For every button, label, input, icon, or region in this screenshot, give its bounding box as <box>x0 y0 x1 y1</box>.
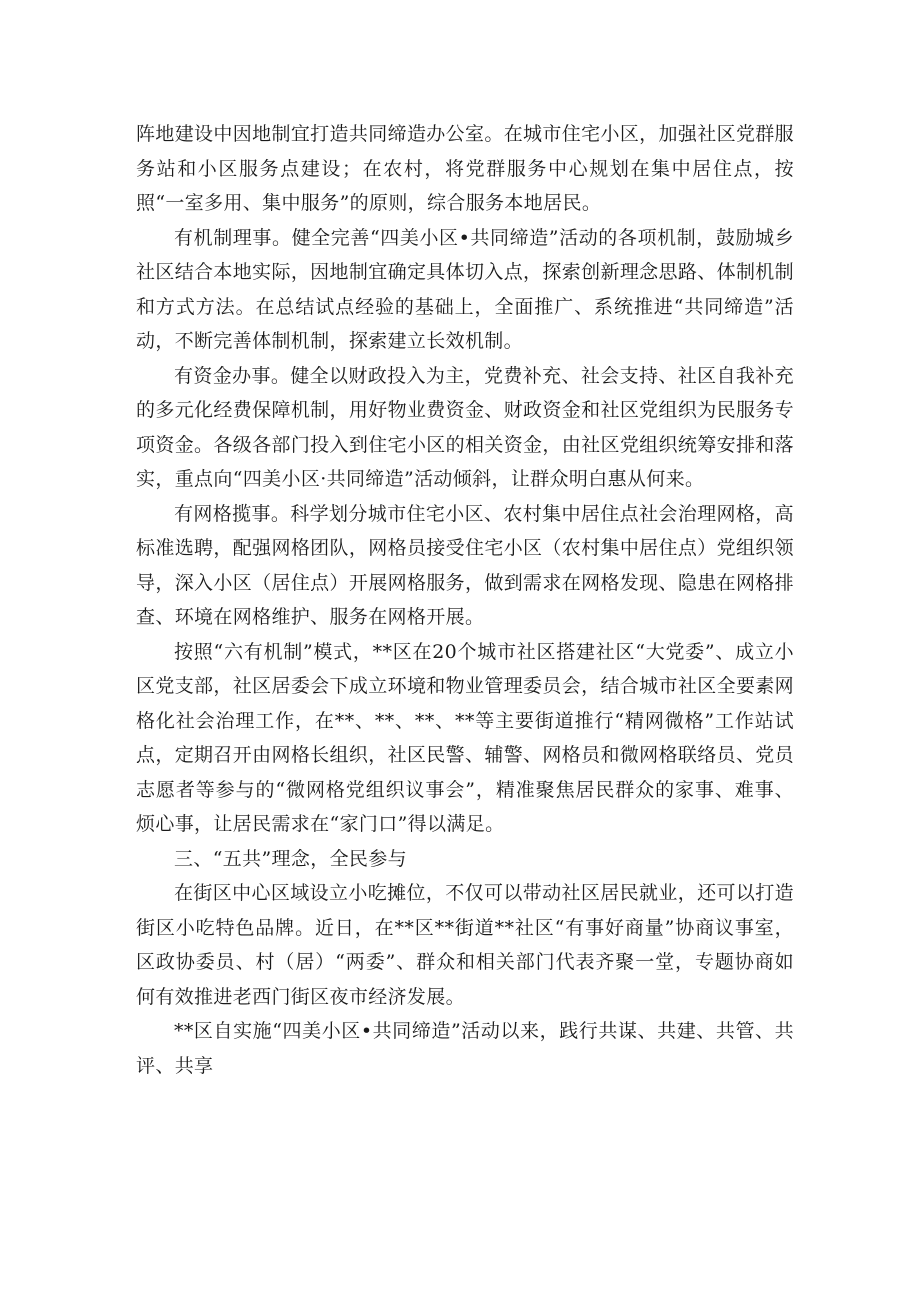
paragraph-mechanism: 有机制理事。健全完善“四美小区•共同缔造”活动的各项机制，鼓励城乡社区结合本地实际，因地制宜确定具体切入点，探索创新理念思路、体制机制和方式方法。在总结试点经验的基础上，全面推广、系统推进“共同缔造”活动，不断完善体制机制，探索建立长效机制。 <box>136 226 794 352</box>
paragraph-continued: 阵地建设中因地制宜打造共同缔造办公室。在城市住宅小区，加强社区党群服务站和小区服务点建设；在农村，将党群服务中心规划在集中居住点，按照“一室多用、集中服务”的原则，综合服务本地居民。 <box>136 123 794 214</box>
paragraph-five-commons: **区自实施“四美小区•共同缔造”活动以来，践行共谋、共建、共管、共评、共享 <box>136 1020 794 1077</box>
section-heading: 三、“五共”理念，全民参与 <box>174 847 407 870</box>
paragraph-six-mechanisms: 按照“六有机制”模式，**区在20个城市社区搭建社区“大党委”、成立小区党支部，社区居委会下成立环境和物业管理委员会，结合城市社区全要素网格化社会治理工作，在**、**、**、**等主要街道推行“精网微格”工作站试点，定期召开由网格长组织，社区民警、辅警、网格员和微网格联络员、党员志愿者等参与的“微网格党组织议事会”，精准聚焦居民群众的家事、难事、烦心事，让居民需求在“家门口”得以满足。 <box>136 640 794 835</box>
paragraph-funding: 有资金办事。健全以财政投入为主，党费补充、社会支持、社区自我补充的多元化经费保障机制，用好物业费资金、财政资金和社区党组织为民服务专项资金。各级各部门投入到住宅小区的相关资金，由社区党组织统筹安排和落实，重点向“四美小区·共同缔造”活动倾斜，让群众明白惠从何来。 <box>136 364 794 490</box>
paragraph-grid: 有网格揽事。科学划分城市住宅小区、农村集中居住点社会治理网格，高标准选聘，配强网格团队，网格员接受住宅小区（农村集中居住点）党组织领导，深入小区（居住点）开展网格服务，做到需求在网格发现、隐患在网格排查、环境在网格维护、服务在网格开展。 <box>136 502 794 628</box>
paragraph-snack-stalls: 在街区中心区域设立小吃摊位，不仅可以带动社区居民就业，还可以打造街区小吃特色品牌。近日，在**区**街道**社区“有事好商量”协商议事室，区政协委员、村（居）“两委”、群众和相关部门代表齐聚一堂，专题协商如何有效推进老西门街区夜市经济发展。 <box>136 882 794 1008</box>
